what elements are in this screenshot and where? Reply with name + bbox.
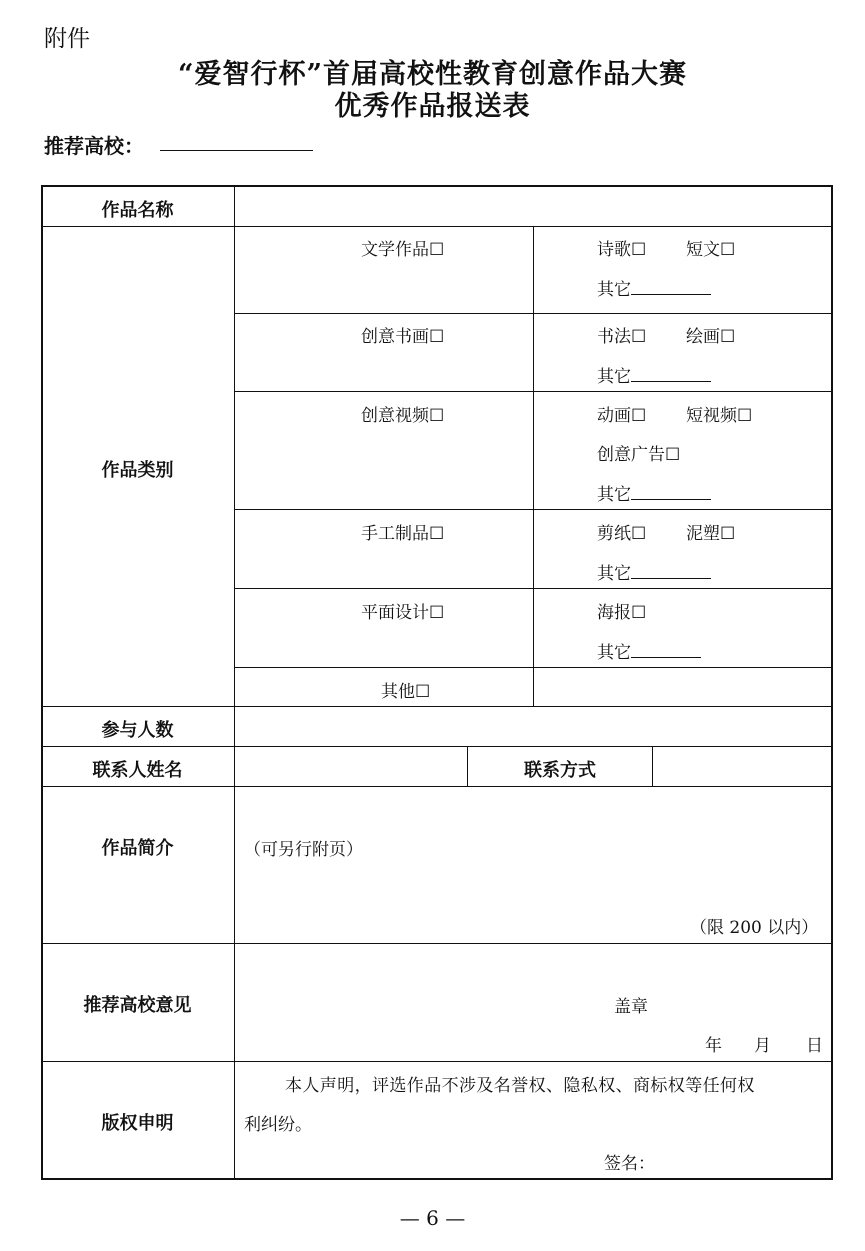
- option-other[interactable]: 其它: [597, 275, 711, 300]
- category-handcraft-checkbox[interactable]: 手工制品☐: [361, 524, 445, 544]
- option-essay[interactable]: 短文☐: [686, 240, 736, 260]
- category-label: 作品类别: [101, 460, 174, 481]
- date-month: 月: [754, 1036, 771, 1056]
- category-painting-checkbox[interactable]: 创意书画☐: [361, 327, 445, 347]
- option-creative-ad[interactable]: 创意广告☐: [597, 445, 681, 465]
- opinion-label: 推荐高校意见: [83, 995, 192, 1016]
- intro-hint: （可另行附页）: [244, 840, 363, 860]
- date-day: 日: [806, 1036, 823, 1056]
- category-video-checkbox[interactable]: 创意视频☐: [361, 406, 445, 426]
- option-other[interactable]: 其它: [597, 362, 711, 387]
- document-subtitle: 优秀作品报送表: [334, 91, 531, 122]
- work-name-field[interactable]: [236, 187, 830, 225]
- contact-name-label: 联系人姓名: [92, 760, 183, 781]
- option-paper-cut[interactable]: 剪纸☐: [597, 524, 647, 544]
- option-poster[interactable]: 海报☐: [597, 603, 647, 623]
- contact-name-field[interactable]: [236, 748, 466, 785]
- category-other-checkbox[interactable]: 其他☐: [381, 682, 431, 702]
- signature-label: 签名：: [604, 1154, 655, 1174]
- option-other[interactable]: 其它: [597, 638, 701, 663]
- contact-method-field[interactable]: [654, 748, 830, 785]
- stamp-label: 盖章: [614, 997, 648, 1017]
- participants-label: 参与人数: [101, 720, 174, 741]
- option-other[interactable]: 其它: [597, 559, 711, 584]
- copyright-statement-cont: 利纠纷。: [244, 1115, 312, 1135]
- copyright-label: 版权申明: [101, 1113, 174, 1134]
- option-calligraphy[interactable]: 书法☐: [597, 327, 647, 347]
- school-label: 推荐高校：: [44, 134, 144, 158]
- attachment-label: 附件: [44, 26, 90, 52]
- category-design-checkbox[interactable]: 平面设计☐: [361, 603, 445, 623]
- option-short-video[interactable]: 短视频☐: [686, 406, 753, 426]
- work-name-label: 作品名称: [101, 200, 174, 221]
- copyright-statement: 本人声明，评选作品不涉及名誉权、隐私权、商标权等任何权: [285, 1076, 755, 1096]
- date-year: 年: [705, 1036, 722, 1056]
- document-title: “爱智行杯”首届高校性教育创意作品大赛: [177, 59, 688, 90]
- option-drawing[interactable]: 绘画☐: [686, 327, 736, 347]
- option-poetry[interactable]: 诗歌☐: [597, 240, 647, 260]
- page-number: — 6 —: [399, 1206, 466, 1230]
- participants-field[interactable]: [236, 708, 830, 745]
- school-input-line[interactable]: [160, 150, 313, 151]
- intro-label: 作品简介: [101, 838, 174, 859]
- intro-limit: （限 200 以内）: [690, 918, 819, 938]
- option-clay[interactable]: 泥塑☐: [686, 524, 736, 544]
- option-other[interactable]: 其它: [597, 480, 711, 505]
- option-animation[interactable]: 动画☐: [597, 406, 647, 426]
- category-literature-checkbox[interactable]: 文学作品☐: [361, 240, 445, 260]
- contact-method-label: 联系方式: [524, 760, 596, 781]
